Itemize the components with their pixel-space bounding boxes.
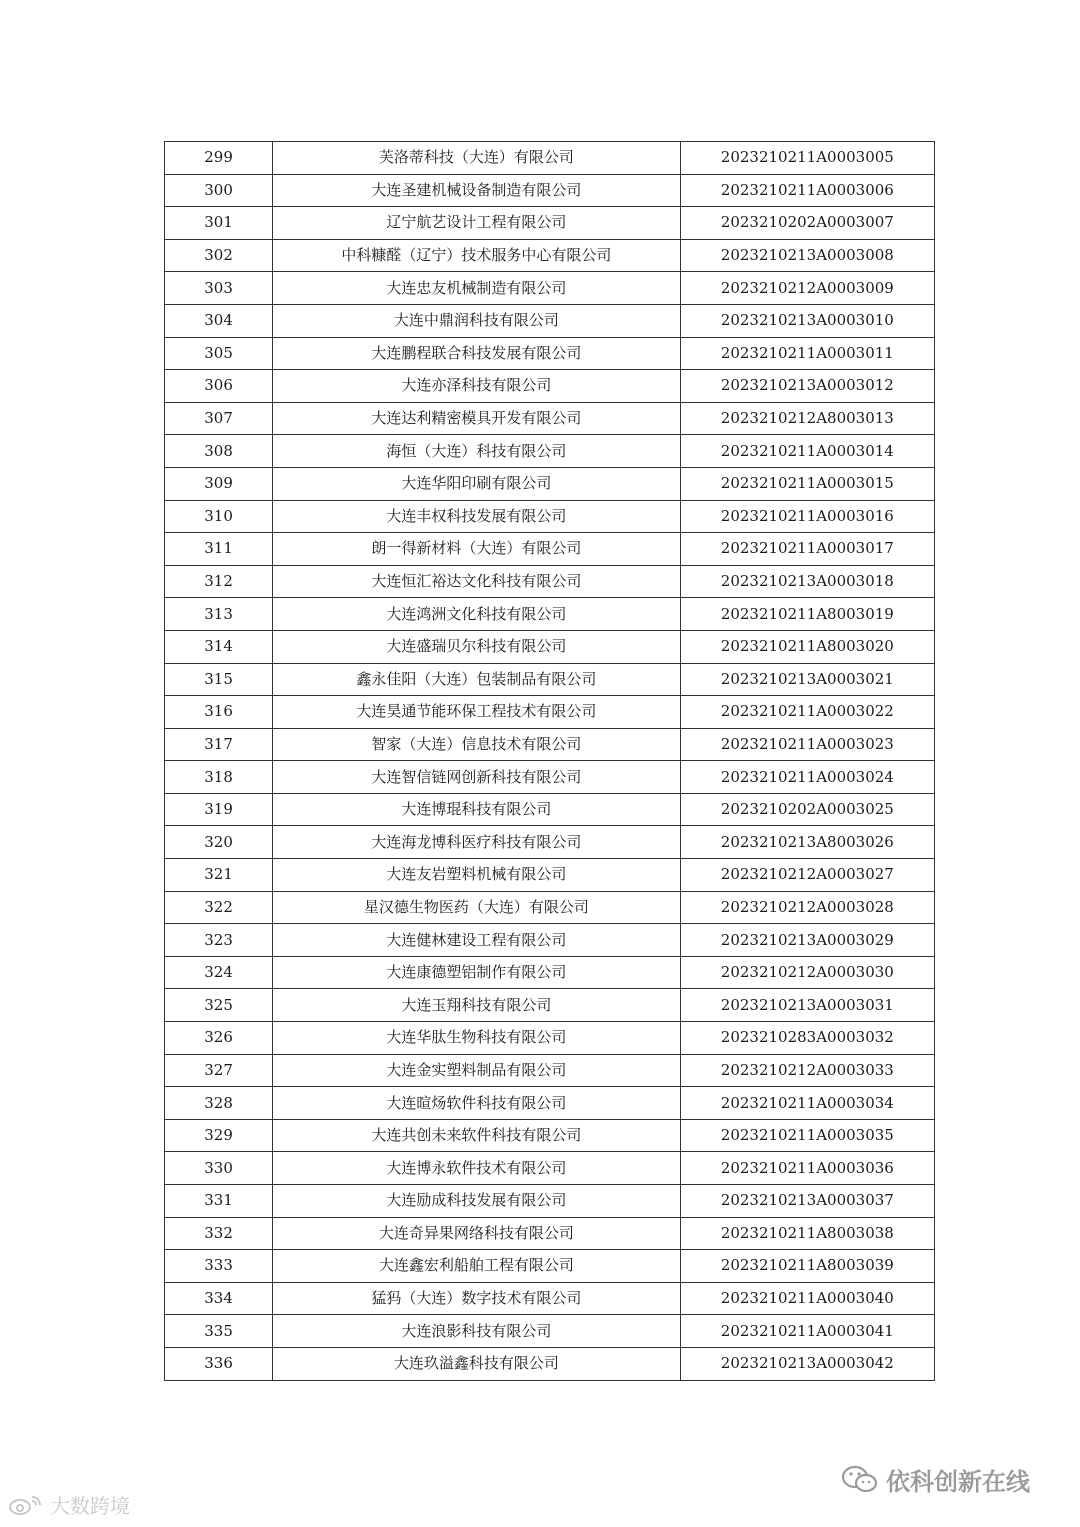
row-number-cell: 301 — [165, 207, 273, 240]
table-row — [165, 761, 935, 794]
registration-code-cell: 2023210213A8003026 — [680, 826, 934, 859]
table-row — [165, 663, 935, 696]
registration-code-cell: 2023210211A0003022 — [680, 696, 934, 729]
company-name-cell: 大连智信链网创新科技有限公司 — [273, 761, 681, 794]
company-name-cell: 大连玖溢鑫科技有限公司 — [273, 1347, 681, 1380]
registration-code-cell: 2023210211A8003039 — [680, 1250, 934, 1283]
company-name-cell: 辽宁航艺设计工程有限公司 — [273, 207, 681, 240]
company-name-cell: 鑫永佳阳（大连）包装制品有限公司 — [273, 663, 681, 696]
table-row — [165, 1347, 935, 1380]
company-name-cell: 大连金实塑料制品有限公司 — [273, 1054, 681, 1087]
watermark-left — [8, 1490, 130, 1519]
company-name-cell: 大连达利精密模具开发有限公司 — [273, 402, 681, 435]
table-row — [165, 1250, 935, 1283]
row-number-cell: 333 — [165, 1250, 273, 1283]
company-name-cell: 大连圣建机械设备制造有限公司 — [273, 174, 681, 207]
table-row — [165, 1217, 935, 1250]
row-number-cell: 308 — [165, 435, 273, 468]
company-name-cell: 大连鑫宏利船舶工程有限公司 — [273, 1250, 681, 1283]
registration-code-cell: 2023210202A0003025 — [680, 793, 934, 826]
company-name-cell: 大连中鼎润科技有限公司 — [273, 304, 681, 337]
row-number-cell: 328 — [165, 1087, 273, 1120]
company-name-cell: 大连亦泽科技有限公司 — [273, 370, 681, 403]
row-number-cell: 330 — [165, 1152, 273, 1185]
row-number-cell: 303 — [165, 272, 273, 305]
registration-code-cell: 2023210213A0003010 — [680, 304, 934, 337]
row-number-cell: 329 — [165, 1119, 273, 1152]
row-number-cell: 310 — [165, 500, 273, 533]
row-number-cell: 322 — [165, 891, 273, 924]
registration-code-cell: 2023210211A0003041 — [680, 1315, 934, 1348]
registration-code-cell: 2023210213A0003018 — [680, 565, 934, 598]
watermark-left-text: 大数跨境 — [50, 1494, 130, 1518]
registration-code-cell: 2023210211A0003017 — [680, 533, 934, 566]
company-name-cell: 大连鹏程联合科技发展有限公司 — [273, 337, 681, 370]
registration-code-cell: 2023210213A0003029 — [680, 924, 934, 957]
row-number-cell: 326 — [165, 1022, 273, 1055]
table-row — [165, 207, 935, 240]
row-number-cell: 320 — [165, 826, 273, 859]
company-name-cell: 大连暄炀软件科技有限公司 — [273, 1087, 681, 1120]
company-name-cell: 猛犸（大连）数字技术有限公司 — [273, 1282, 681, 1315]
registration-code-cell: 2023210211A0003006 — [680, 174, 934, 207]
row-number-cell: 327 — [165, 1054, 273, 1087]
row-number-cell: 321 — [165, 859, 273, 892]
company-name-cell: 智家（大连）信息技术有限公司 — [273, 728, 681, 761]
table-row — [165, 1119, 935, 1152]
table-row — [165, 630, 935, 663]
row-number-cell: 335 — [165, 1315, 273, 1348]
registration-code-cell: 2023210213A0003042 — [680, 1347, 934, 1380]
row-number-cell: 315 — [165, 663, 273, 696]
row-number-cell: 317 — [165, 728, 273, 761]
row-number-cell: 336 — [165, 1347, 273, 1380]
table-row — [165, 891, 935, 924]
registration-code-cell: 2023210211A0003035 — [680, 1119, 934, 1152]
row-number-cell: 313 — [165, 598, 273, 631]
table-row — [165, 989, 935, 1022]
table-row — [165, 859, 935, 892]
company-name-cell: 大连华肽生物科技有限公司 — [273, 1022, 681, 1055]
company-name-cell: 大连盛瑞贝尔科技有限公司 — [273, 630, 681, 663]
table-row — [165, 1315, 935, 1348]
table-row — [165, 272, 935, 305]
table-row — [165, 1282, 935, 1315]
table-row — [165, 565, 935, 598]
registration-code-cell: 2023210211A0003023 — [680, 728, 934, 761]
company-name-cell: 海恒（大连）科技有限公司 — [273, 435, 681, 468]
registration-code-cell: 2023210211A0003011 — [680, 337, 934, 370]
registration-code-cell: 2023210212A8003013 — [680, 402, 934, 435]
company-name-cell: 中科糠醛（辽宁）技术服务中心有限公司 — [273, 239, 681, 272]
company-name-cell: 大连康德塑铝制作有限公司 — [273, 956, 681, 989]
registration-code-cell: 2023210212A0003030 — [680, 956, 934, 989]
company-name-cell: 大连丰权科技发展有限公司 — [273, 500, 681, 533]
company-name-cell: 大连海龙博科医疗科技有限公司 — [273, 826, 681, 859]
row-number-cell: 325 — [165, 989, 273, 1022]
table-row — [165, 174, 935, 207]
table-body — [165, 142, 935, 1381]
table-row — [165, 337, 935, 370]
table-row — [165, 370, 935, 403]
weibo-icon — [8, 1493, 44, 1517]
wechat-icon — [840, 1464, 880, 1496]
registration-code-cell: 2023210211A8003020 — [680, 630, 934, 663]
row-number-cell: 331 — [165, 1185, 273, 1218]
table-row — [165, 598, 935, 631]
company-name-cell: 大连共创未来软件科技有限公司 — [273, 1119, 681, 1152]
registration-code-cell: 2023210283A0003032 — [680, 1022, 934, 1055]
table-row — [165, 728, 935, 761]
registration-code-cell: 2023210211A0003036 — [680, 1152, 934, 1185]
company-list-table — [164, 141, 935, 1381]
row-number-cell: 314 — [165, 630, 273, 663]
company-name-cell: 大连友岩塑料机械有限公司 — [273, 859, 681, 892]
registration-code-cell: 2023210211A0003024 — [680, 761, 934, 794]
company-name-cell: 大连恒汇裕达文化科技有限公司 — [273, 565, 681, 598]
table-row — [165, 1087, 935, 1120]
registration-code-cell: 2023210211A8003038 — [680, 1217, 934, 1250]
company-name-cell: 大连鸿洲文化科技有限公司 — [273, 598, 681, 631]
row-number-cell: 323 — [165, 924, 273, 957]
company-name-cell: 大连博琨科技有限公司 — [273, 793, 681, 826]
registration-code-cell: 2023210213A0003037 — [680, 1185, 934, 1218]
company-name-cell: 大连博永软件技术有限公司 — [273, 1152, 681, 1185]
registration-code-cell: 2023210211A0003040 — [680, 1282, 934, 1315]
table-row — [165, 1152, 935, 1185]
table-row — [165, 696, 935, 729]
company-name-cell: 星汉德生物医药（大连）有限公司 — [273, 891, 681, 924]
table-row — [165, 924, 935, 957]
table-row — [165, 500, 935, 533]
table-row — [165, 304, 935, 337]
row-number-cell: 306 — [165, 370, 273, 403]
company-name-cell: 朗一得新材料（大连）有限公司 — [273, 533, 681, 566]
company-name-cell: 大连玉翔科技有限公司 — [273, 989, 681, 1022]
table-row — [165, 956, 935, 989]
company-name-cell: 大连华阳印刷有限公司 — [273, 467, 681, 500]
table-row — [165, 435, 935, 468]
company-name-cell: 大连奇异果网络科技有限公司 — [273, 1217, 681, 1250]
watermark-right — [840, 1462, 1030, 1497]
row-number-cell: 305 — [165, 337, 273, 370]
registration-code-cell: 2023210213A0003012 — [680, 370, 934, 403]
registration-code-cell: 2023210212A0003033 — [680, 1054, 934, 1087]
company-name-cell: 芙洛蒂科技（大连）有限公司 — [273, 142, 681, 175]
registration-code-cell: 2023210213A0003021 — [680, 663, 934, 696]
registration-code-cell: 2023210211A8003019 — [680, 598, 934, 631]
table-row — [165, 533, 935, 566]
row-number-cell: 309 — [165, 467, 273, 500]
table-row — [165, 793, 935, 826]
company-name-cell: 大连浪影科技有限公司 — [273, 1315, 681, 1348]
row-number-cell: 319 — [165, 793, 273, 826]
row-number-cell: 300 — [165, 174, 273, 207]
registration-code-cell: 2023210212A0003028 — [680, 891, 934, 924]
registration-code-cell: 2023210211A0003034 — [680, 1087, 934, 1120]
registration-code-cell: 2023210202A0003007 — [680, 207, 934, 240]
registration-code-cell: 2023210211A0003005 — [680, 142, 934, 175]
row-number-cell: 334 — [165, 1282, 273, 1315]
table-row — [165, 402, 935, 435]
row-number-cell: 304 — [165, 304, 273, 337]
company-name-cell: 大连励成科技发展有限公司 — [273, 1185, 681, 1218]
watermark-right-text: 依科创新在线 — [886, 1468, 1030, 1496]
registration-code-cell: 2023210213A0003008 — [680, 239, 934, 272]
table-row — [165, 1022, 935, 1055]
table-row — [165, 826, 935, 859]
registration-code-cell: 2023210211A0003014 — [680, 435, 934, 468]
row-number-cell: 324 — [165, 956, 273, 989]
registration-code-cell: 2023210213A0003031 — [680, 989, 934, 1022]
table-row — [165, 142, 935, 175]
table-row — [165, 1185, 935, 1218]
row-number-cell: 318 — [165, 761, 273, 794]
row-number-cell: 312 — [165, 565, 273, 598]
registration-code-cell: 2023210212A0003009 — [680, 272, 934, 305]
registration-code-cell: 2023210212A0003027 — [680, 859, 934, 892]
table-row — [165, 1054, 935, 1087]
row-number-cell: 316 — [165, 696, 273, 729]
row-number-cell: 307 — [165, 402, 273, 435]
table-row — [165, 467, 935, 500]
table-row — [165, 239, 935, 272]
company-name-cell: 大连忠友机械制造有限公司 — [273, 272, 681, 305]
row-number-cell: 311 — [165, 533, 273, 566]
company-name-cell: 大连健林建设工程有限公司 — [273, 924, 681, 957]
row-number-cell: 299 — [165, 142, 273, 175]
row-number-cell: 332 — [165, 1217, 273, 1250]
row-number-cell: 302 — [165, 239, 273, 272]
company-name-cell: 大连昊通节能环保工程技术有限公司 — [273, 696, 681, 729]
registration-code-cell: 2023210211A0003015 — [680, 467, 934, 500]
registration-code-cell: 2023210211A0003016 — [680, 500, 934, 533]
